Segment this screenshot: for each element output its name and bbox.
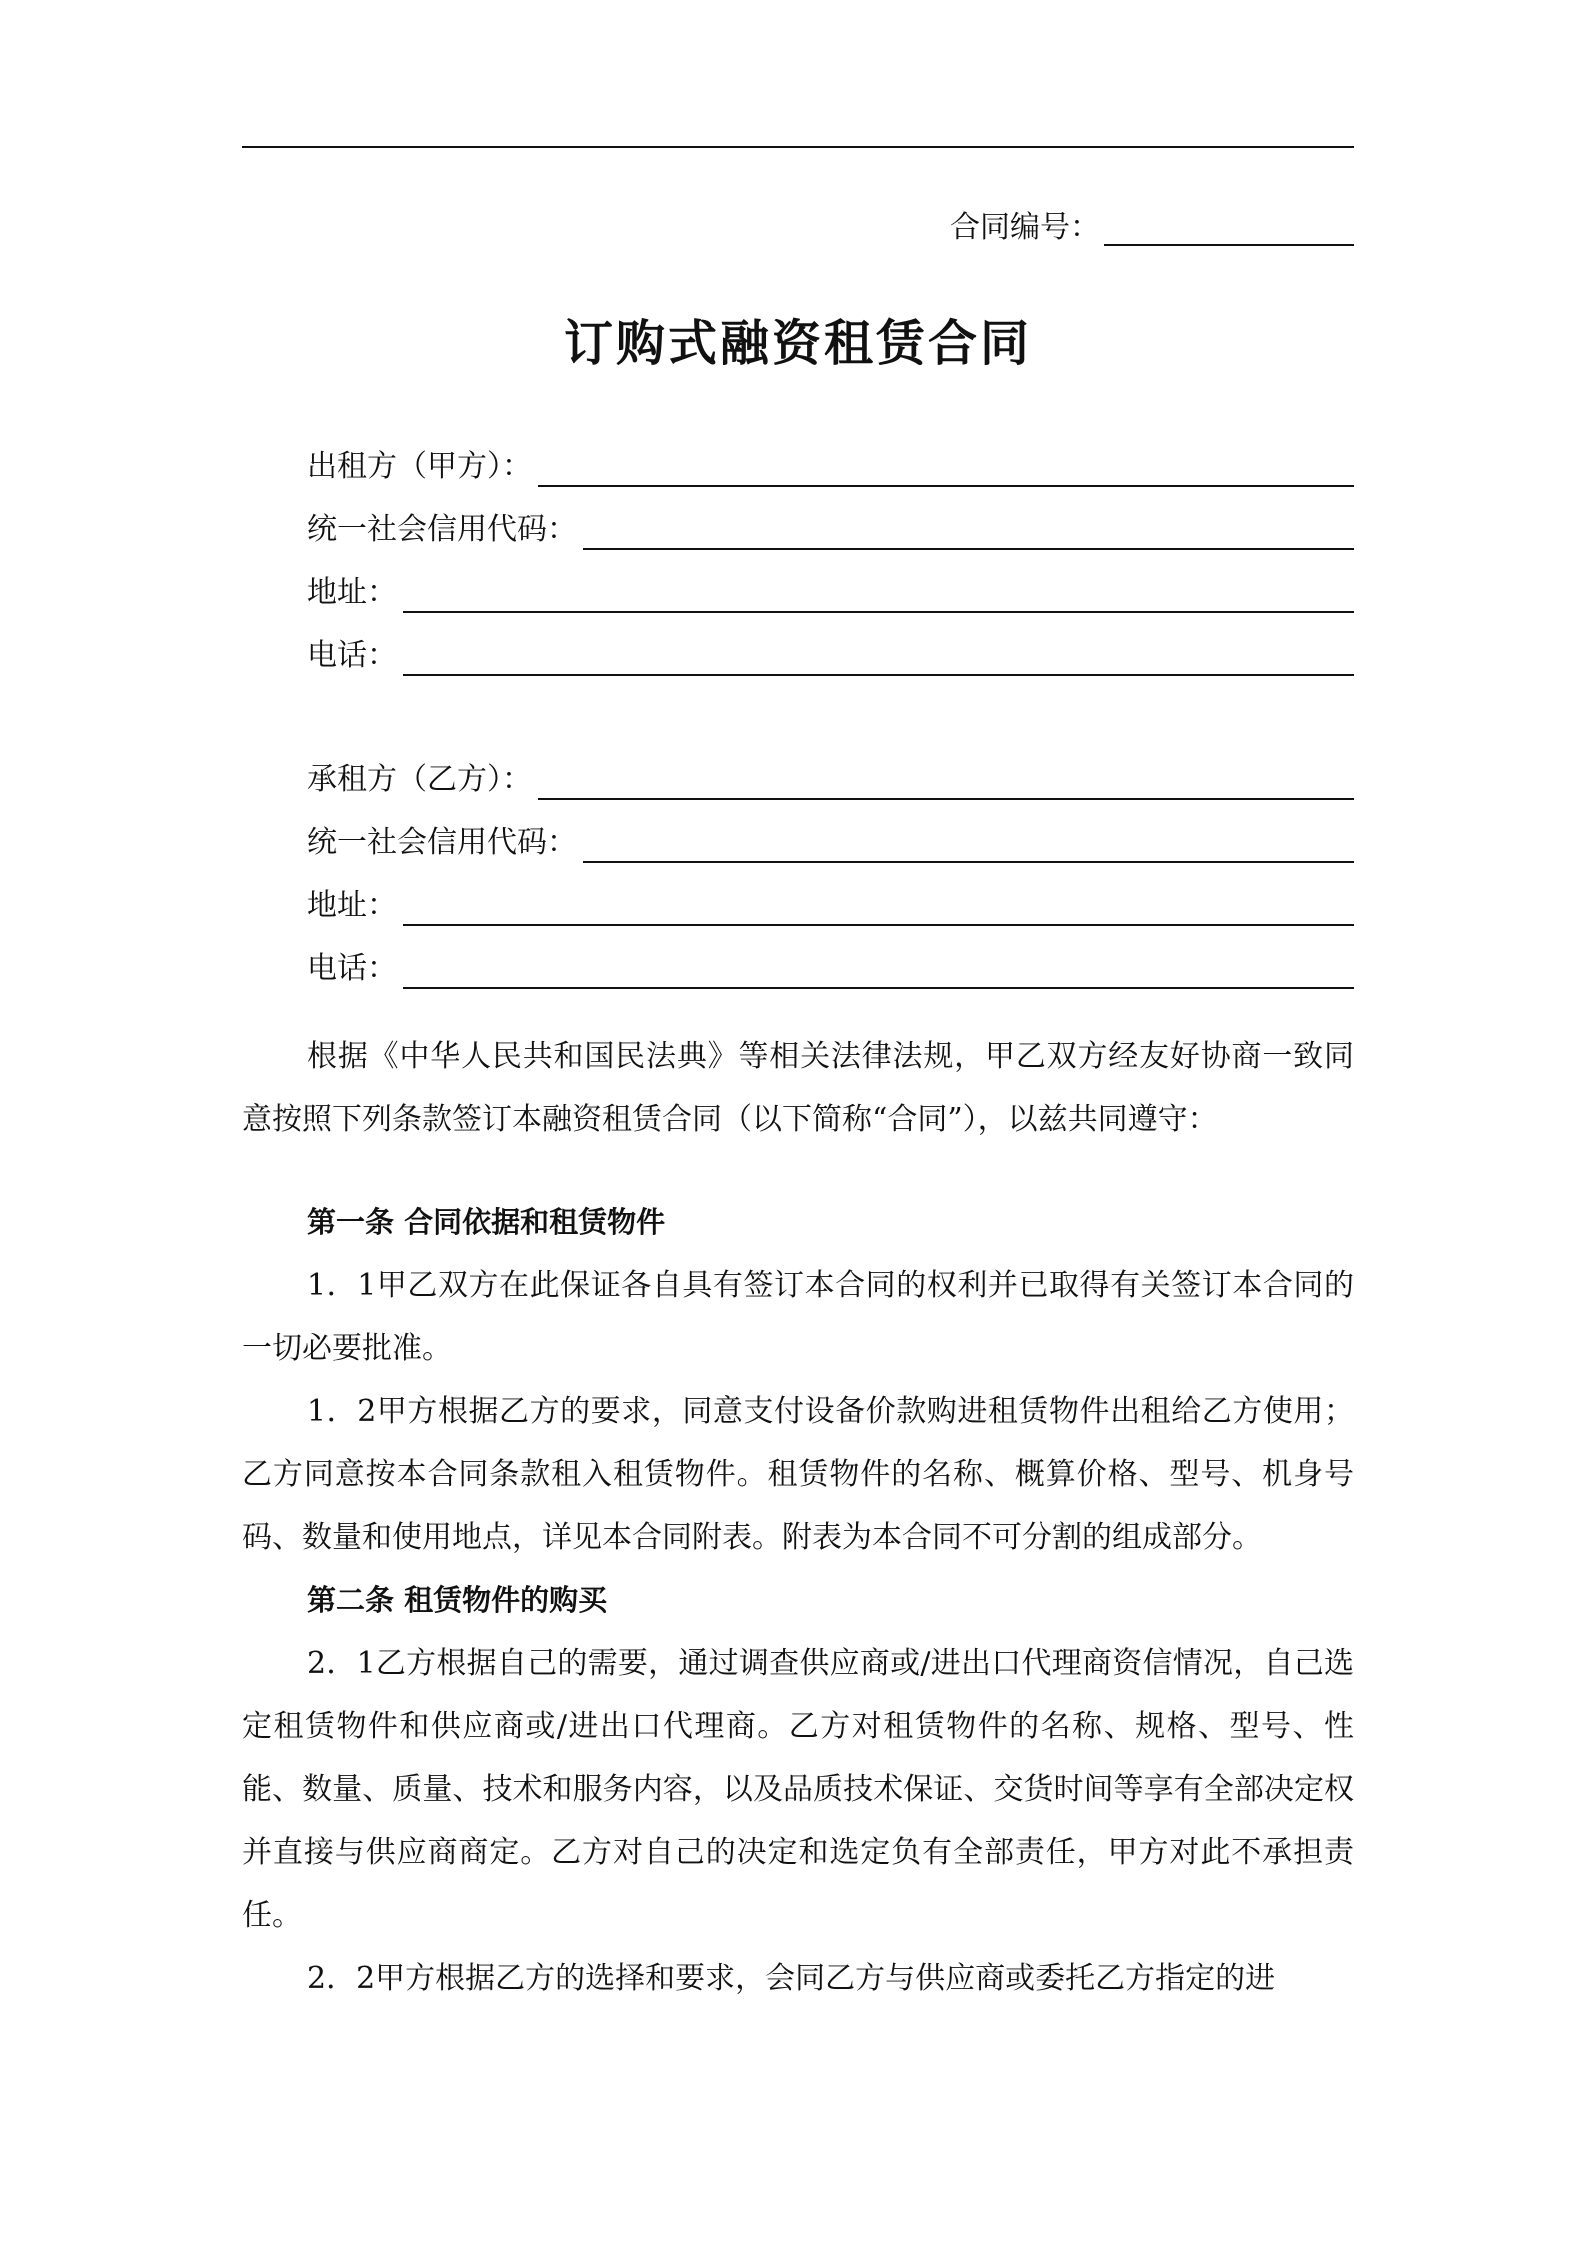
contract-number-field — [950, 202, 1354, 246]
party-a-name-row — [307, 424, 1354, 487]
clause-2-1: 2．1乙方根据自己的需要，通过调查供应商或/进出口代理商资信情况，自己选定租赁物件和供应商或/进出口代理商。乙方对租赁物件的名称、规格、型号、性能、数量、质量、技术和服务内容，以及品质技术保证、交货时间等享有全部决定权并直接与供应商商定。乙方对自己的决定和选定负有全部责任，甲方对此不承担责任。 — [242, 1646, 1354, 1933]
party-b-address-blank — [403, 890, 1354, 926]
party-a-name-label: 出租方（甲方）： — [307, 449, 532, 484]
party-b-name-blank — [538, 764, 1354, 800]
contract-number-label: 合同编号： — [950, 210, 1100, 245]
party-b-credit-code-label: 统一社会信用代码： — [307, 825, 577, 860]
clause-2-2: 2．2甲方根据乙方的选择和要求，会同乙方与供应商或委托乙方指定的进 — [307, 1961, 1276, 1996]
article-2-heading: 第二条 租赁物件的购买 — [307, 1583, 608, 1617]
article-1-heading: 第一条 合同依据和租赁物件 — [307, 1205, 666, 1239]
party-a-phone-row — [307, 613, 1354, 676]
header-rule — [242, 146, 1354, 148]
party-b-address-label: 地址： — [307, 888, 397, 923]
party-a-address-blank — [403, 577, 1354, 613]
contract-number-blank — [1104, 208, 1354, 246]
party-a-address-row — [307, 550, 1354, 613]
party-b-phone-label: 电话： — [307, 951, 397, 986]
clause-1-2: 1．2甲方根据乙方的要求，同意支付设备价款购进租赁物件出租给乙方使用；乙方同意按本合同条款租入租赁物件。租赁物件的名称、概算价格、型号、机身号码、数量和使用地点，详见本合同附表。附表为本合同不可分割的组成部分。 — [242, 1394, 1354, 1555]
party-a-credit-code-label: 统一社会信用代码： — [307, 512, 577, 547]
party-a-phone-label: 电话： — [307, 638, 397, 673]
contract-body — [242, 1025, 1354, 2010]
party-a-credit-code-blank — [583, 514, 1354, 550]
party-a-credit-code-row — [307, 487, 1354, 550]
party-a-phone-blank — [403, 640, 1354, 676]
party-b-phone-row — [307, 926, 1354, 989]
party-b-block — [307, 737, 1354, 989]
party-b-credit-code-row — [307, 800, 1354, 863]
party-b-name-row — [307, 737, 1354, 800]
document-title: 订购式融资租赁合同 — [563, 314, 1032, 372]
clause-1-1: 1．1甲乙双方在此保证各自具有签订本合同的权利并已取得有关签订本合同的一切必要批准。 — [242, 1268, 1354, 1366]
party-b-credit-code-blank — [583, 827, 1354, 863]
party-b-phone-blank — [403, 953, 1354, 989]
preamble-paragraph: 根据《中华人民共和国民法典》等相关法律法规，甲乙双方经友好协商一致同意按照下列条款签订本融资租赁合同（以下简称“合同”），以兹共同遵守： — [242, 1039, 1354, 1137]
party-b-name-label: 承租方（乙方）： — [307, 762, 532, 797]
party-a-address-label: 地址： — [307, 575, 397, 610]
party-a-block — [307, 424, 1354, 676]
party-a-name-blank — [538, 451, 1354, 487]
party-b-address-row — [307, 863, 1354, 926]
